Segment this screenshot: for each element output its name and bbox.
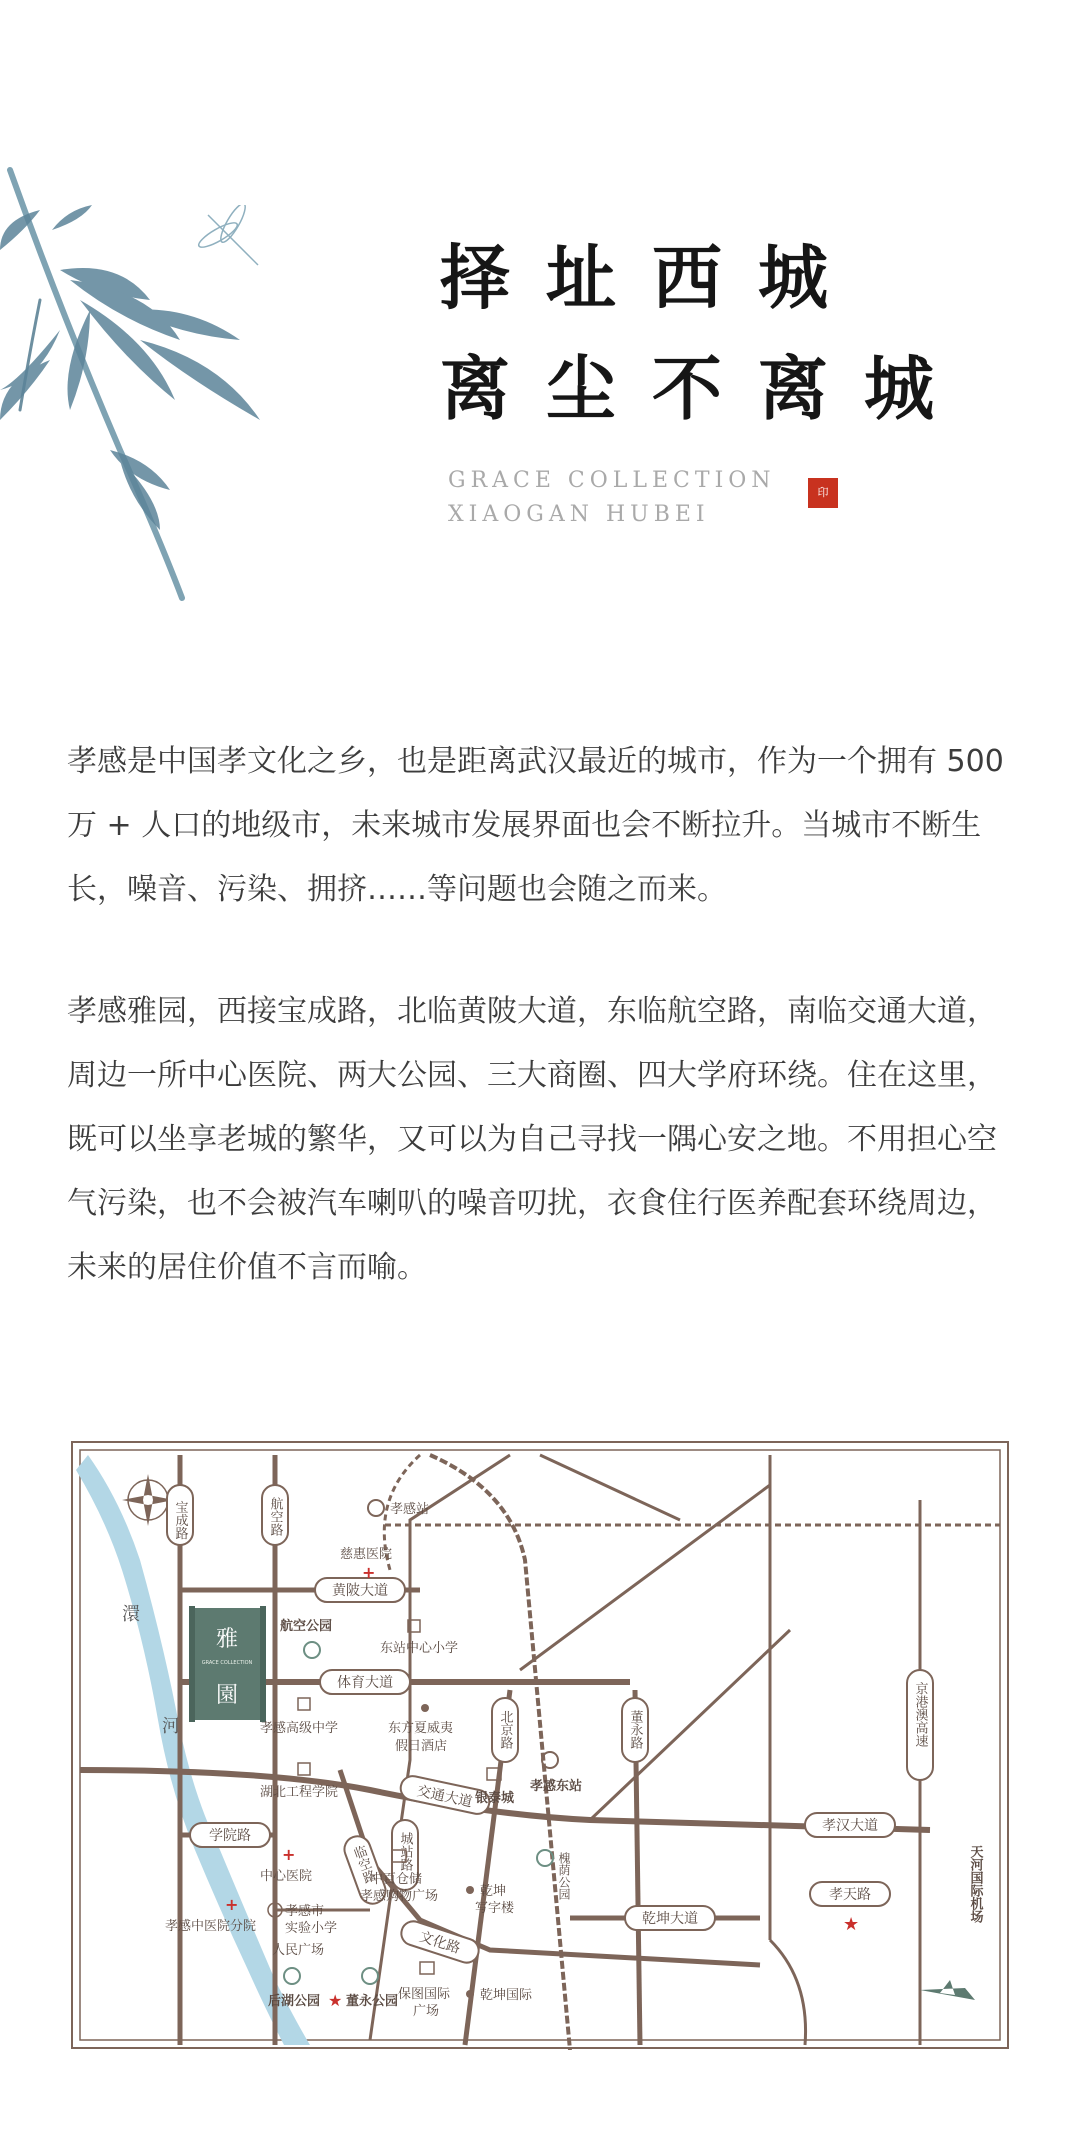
red-seal-stamp: 印: [808, 478, 838, 508]
svg-text:園: 園: [215, 1683, 239, 1708]
svg-text:孝感站: 孝感站: [390, 1502, 430, 1517]
road-label-beijing: [492, 1698, 518, 1762]
road-label-xiaotian: [810, 1882, 890, 1906]
poi-xiaogan-station: [368, 1500, 429, 1517]
poi-xiaogan-east-station: [530, 1752, 582, 1794]
poi-qiankun-intl: [466, 1987, 533, 2003]
svg-text:慈惠医院: 慈惠医院: [340, 1547, 393, 1562]
river-label-1: 澴: [122, 1604, 140, 1625]
poi-yintaicheng: [475, 1768, 515, 1806]
svg-text:董永路: 董永路: [627, 1710, 643, 1749]
airplane-icon: [920, 1980, 975, 2000]
svg-text:孝感高级中学: 孝感高级中学: [260, 1721, 339, 1736]
river-label-2: 河: [162, 1716, 180, 1737]
svg-text:孝汉大道: 孝汉大道: [822, 1818, 878, 1834]
subtitle-line-2: XIAOGAN HUBEI: [448, 502, 710, 527]
svg-text:孝天路: 孝天路: [829, 1887, 871, 1903]
poi-cihui-hospital: [340, 1546, 392, 1582]
road-label-tiyu: [320, 1670, 410, 1694]
intro-paragraph-2-text: 孝感雅园，西接宝成路，北临黄陂大道，东临航空路，南临交通大道，周边一所中心医院、两大公园、三大商圈、四大学府环绕。住在这里，既可以坐享老城的繁华，又可以为自己寻找一隅心安之地。不用担心空气污染，也不会被汽车喇叭的噪音叨扰，衣食住行医养配套环绕周边，未来的居住价值不言而喻。: [67, 994, 997, 1285]
svg-text:后湖公园: 后湖公园: [268, 1994, 321, 2009]
svg-text:东站中心小学: 东站中心小学: [380, 1641, 459, 1656]
road-label-qiankun: [625, 1906, 715, 1930]
poi-central-hospital: [260, 1845, 312, 1884]
svg-text:+: +: [362, 1563, 376, 1582]
poi-xiaotian-star: [843, 1914, 859, 1935]
svg-text:航空路: 航空路: [267, 1497, 283, 1536]
svg-text:乾坤国际: 乾坤国际: [480, 1988, 533, 2003]
svg-text:假日酒店: 假日酒店: [395, 1739, 448, 1754]
intro-paragraph-1-text: 孝感是中国孝文化之乡，也是距离武汉最近的城市，作为一个拥有 500 万 + 人口的地级市，未来城市发展界面也会不断拉升。当城市不断生长，噪音、污染、拥挤……等问题也会随之而来。: [67, 744, 1004, 907]
svg-text:孝感市: 孝感市: [285, 1904, 325, 1919]
road-label-huangpi: [315, 1578, 405, 1602]
poi-dongzhan-school: [380, 1620, 458, 1656]
svg-text:槐荫公园: 槐荫公园: [557, 1852, 571, 1900]
svg-text:学院路: 学院路: [209, 1828, 251, 1844]
road-label-baocheng: [167, 1485, 193, 1545]
svg-text:+: +: [282, 1845, 296, 1864]
svg-text:天河国际机场: 天河国际机场: [967, 1845, 983, 1923]
svg-text:京港澳高速: 京港澳高速: [912, 1682, 928, 1747]
road-label-xueyuan: [190, 1823, 270, 1847]
poi-dongyong-park: [328, 1968, 398, 2010]
svg-text:人民广场: 人民广场: [272, 1943, 325, 1958]
poi-hangkong-park: [280, 1618, 332, 1658]
svg-text:宝成路: 宝成路: [172, 1500, 188, 1540]
svg-text:实验小学: 实验小学: [285, 1921, 338, 1936]
svg-text:航空公园: 航空公园: [280, 1619, 333, 1634]
poi-gaoji-school: [260, 1698, 338, 1736]
road-label-hangkong: [262, 1485, 288, 1545]
svg-text:董永公园: 董永公园: [346, 1994, 399, 2009]
title-line-1: 择址西城: [440, 236, 864, 319]
poi-renmin-square: [272, 1942, 324, 1958]
project-marker-yayuan: [189, 1606, 266, 1722]
svg-text:雅: 雅: [215, 1627, 239, 1652]
road-label-dongyong: [622, 1698, 648, 1762]
svg-text:黄陂大道: 黄陂大道: [332, 1583, 388, 1599]
poi-baowei-square: [398, 1962, 451, 2019]
svg-text:北京路: 北京路: [497, 1710, 513, 1749]
poi-airport: [920, 1845, 983, 2000]
road-label-jinggangao: [907, 1670, 933, 1780]
title-line-2: 离尘不离城: [440, 347, 970, 430]
svg-text:+: +: [225, 1895, 239, 1914]
subtitle-line-1: GRACE COLLECTION: [448, 468, 776, 493]
dragonfly-icon: [188, 205, 278, 275]
svg-text:广场: 广场: [413, 2004, 440, 2019]
svg-text:中心医院: 中心医院: [260, 1869, 313, 1884]
poi-experimental-school: [268, 1903, 337, 1936]
svg-text:东方夏威夷: 东方夏威夷: [388, 1721, 454, 1736]
svg-text:临空路: 临空路: [349, 1843, 377, 1886]
road-label-xiaohan: [805, 1813, 895, 1837]
poi-hotel: [388, 1704, 453, 1754]
svg-text:乾坤大道: 乾坤大道: [642, 1911, 698, 1927]
svg-text:银泰城: 银泰城: [475, 1791, 515, 1806]
svg-text:乾坤: 乾坤: [480, 1884, 507, 1899]
svg-text:★: ★: [843, 1914, 860, 1935]
svg-text:孝感东站: 孝感东站: [530, 1779, 583, 1794]
location-map: [70, 1440, 1010, 2050]
svg-text:城站路: 城站路: [397, 1832, 413, 1871]
intro-paragraph-2: [67, 980, 1017, 1300]
svg-text:体育大道: 体育大道: [337, 1675, 393, 1691]
svg-text:GRACE COLLECTION: GRACE COLLECTION: [201, 1660, 253, 1666]
svg-text:孝感中医院分院: 孝感中医院分院: [165, 1919, 257, 1934]
svg-text:交通大道: 交通大道: [415, 1783, 474, 1811]
poi-qiankun-office: [466, 1883, 515, 1916]
svg-text:★: ★: [328, 1991, 343, 2010]
svg-text:孝感购物广场: 孝感购物广场: [360, 1889, 439, 1904]
svg-text:湖北工程学院: 湖北工程学院: [260, 1785, 339, 1800]
svg-text:中百仓储: 中百仓储: [370, 1872, 423, 1887]
intro-paragraph-1: [67, 730, 1017, 922]
svg-text:写字楼: 写字楼: [475, 1901, 515, 1916]
svg-text:保图国际: 保图国际: [398, 1987, 451, 2002]
svg-text:文化路: 文化路: [417, 1928, 463, 1958]
road-label-wenhua: [398, 1918, 482, 1966]
